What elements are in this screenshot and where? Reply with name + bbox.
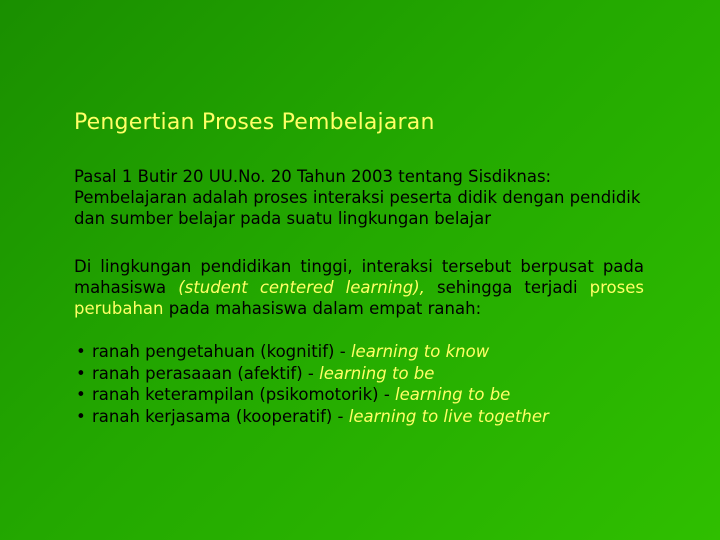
definition-paragraph: [74, 166, 644, 229]
context-text: Di lingkungan pendidikan tinggi, interaksi tersebut berpusat pada mahasiswa: [74, 257, 644, 297]
list-item-emphasis: learning to be: [319, 363, 435, 383]
highlight-phrase: proses perubahan: [74, 278, 644, 318]
context-text: sehingga terjadi: [424, 278, 590, 297]
domain-list: [74, 341, 549, 427]
list-item: [74, 406, 549, 428]
list-item-emphasis: learning to live together: [348, 406, 549, 426]
list-item-text: ranah perasaaan (afektif) -: [92, 363, 320, 383]
list-item: [74, 363, 549, 385]
context-text: pada mahasiswa dalam empat ranah:: [163, 299, 482, 318]
list-item-emphasis: learning to be: [395, 385, 511, 404]
list-item: [74, 384, 549, 406]
definition-line: Pembelajaran adalah proses interaksi peserta didik dengan pendidik: [74, 188, 641, 207]
context-paragraph: [74, 256, 644, 319]
list-item-text: ranah pengetahuan (kognitif) -: [92, 342, 351, 361]
list-item-text: ranah kerjasama (kooperatif) -: [92, 406, 349, 426]
list-item-text: ranah keterampilan (psikomotorik) -: [92, 385, 396, 404]
definition-line: Pasal 1 Butir 20 UU.No. 20 Tahun 2003 tentang Sisdiknas:: [74, 167, 552, 186]
list-item: [74, 341, 549, 363]
slide-title: Pengertian Proses Pembelajaran: [74, 110, 435, 135]
student-centered-phrase: (student centered learning),: [178, 278, 425, 297]
list-item-emphasis: learning to know: [350, 342, 490, 361]
definition-line: dan sumber belajar pada suatu lingkungan belajar: [74, 209, 492, 228]
